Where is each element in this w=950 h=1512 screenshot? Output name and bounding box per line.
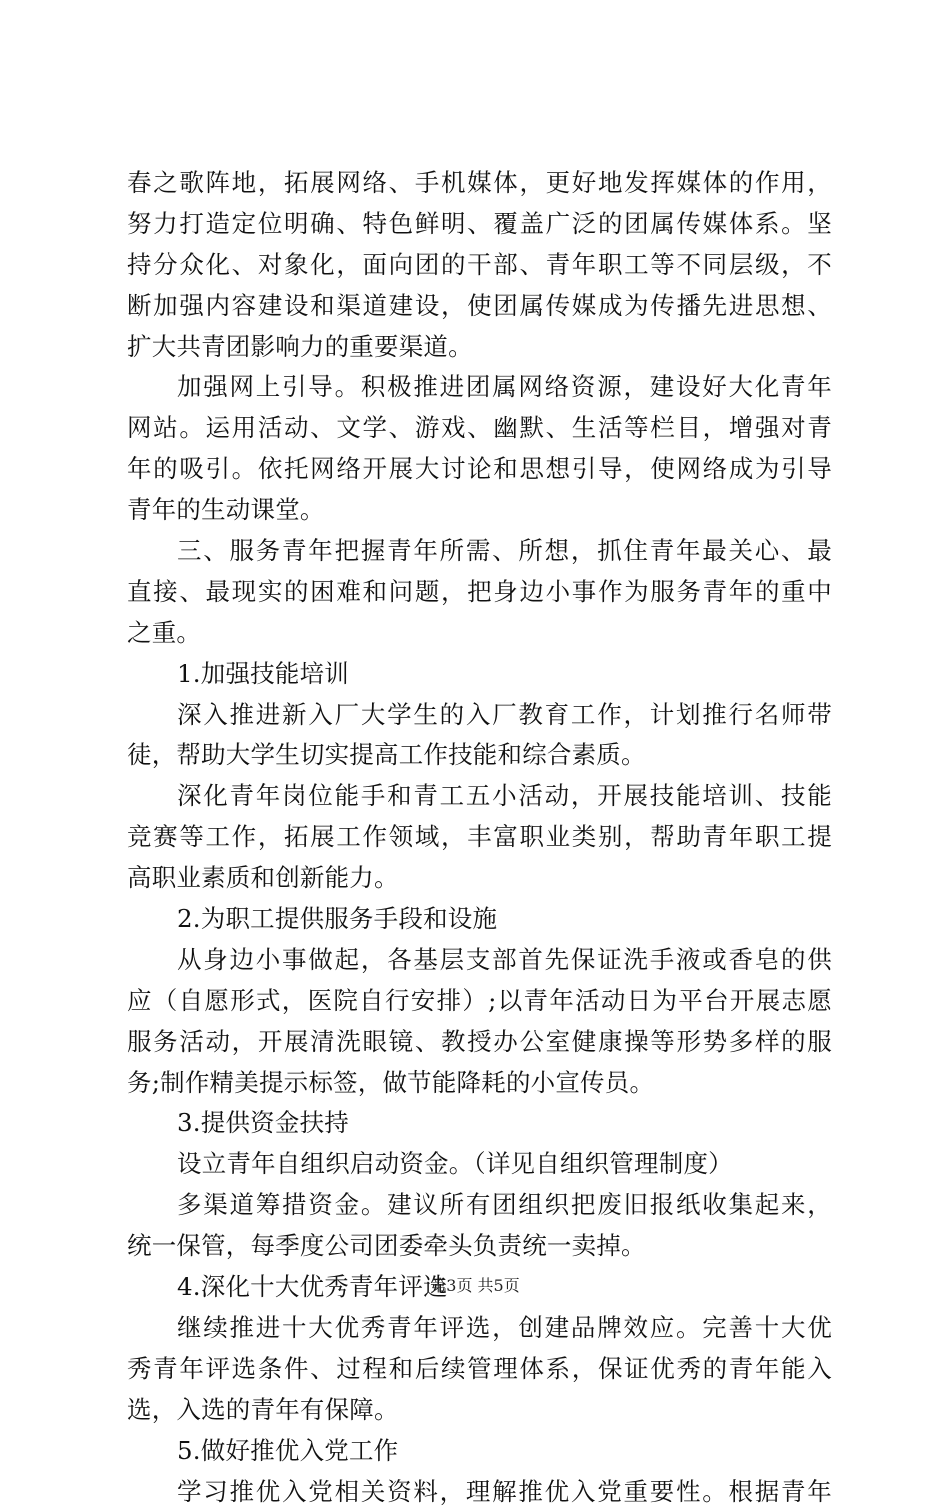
- text-line: 三、服务青年把握青年所需、所想，抓住青年最关心、最: [127, 531, 832, 572]
- text-line: 青年的生动课堂。: [127, 490, 832, 531]
- text-line: 2.为职工提供服务手段和设施: [127, 899, 832, 940]
- text-line: 学习推优入党相关资料，理解推优入党重要性。根据青年: [127, 1472, 832, 1512]
- text-line: 徒，帮助大学生切实提高工作技能和综合素质。: [127, 735, 832, 776]
- text-line: 深入推进新入厂大学生的入厂教育工作，计划推行名师带: [127, 695, 832, 736]
- text-line: 深化青年岗位能手和青工五小活动，开展技能培训、技能: [127, 776, 832, 817]
- text-line: 年的吸引。依托网络开展大讨论和思想引导，使网络成为引导: [127, 449, 832, 490]
- text-line: 务;制作精美提示标签，做节能降耗的小宣传员。: [127, 1063, 832, 1104]
- text-line: 加强网上引导。积极推进团属网络资源，建设好大化青年: [127, 367, 832, 408]
- text-line: 直接、最现实的困难和问题，把身边小事作为服务青年的重中: [127, 572, 832, 613]
- text-line: 选，入选的青年有保障。: [127, 1390, 832, 1431]
- text-line: 高职业素质和创新能力。: [127, 858, 832, 899]
- text-line: 4.深化十大优秀青年评选: [127, 1267, 832, 1308]
- text-line: 之重。: [127, 613, 832, 654]
- text-line: 应（自愿形式，医院自行安排）;以青年活动日为平台开展志愿: [127, 981, 832, 1022]
- text-line: 统一保管，每季度公司团委牵头负责统一卖掉。: [127, 1226, 832, 1267]
- text-line: 秀青年评选条件、过程和后续管理体系，保证优秀的青年能入: [127, 1349, 832, 1390]
- text-line: 多渠道筹措资金。建议所有团组织把废旧报纸收集起来，: [127, 1185, 832, 1226]
- text-line: 5.做好推优入党工作: [127, 1431, 832, 1472]
- text-line: 竞赛等工作，拓展工作领域，丰富职业类别，帮助青年职工提: [127, 817, 832, 858]
- text-line: 扩大共青团影响力的重要渠道。: [127, 327, 832, 368]
- document-body: [127, 163, 832, 1512]
- text-line: 春之歌阵地，拓展网络、手机媒体，更好地发挥媒体的作用，: [127, 163, 832, 204]
- text-line: 断加强内容建设和渠道建设，使团属传媒成为传播先进思想、: [127, 286, 832, 327]
- text-line: 网站。运用活动、文学、游戏、幽默、生活等栏目，增强对青: [127, 408, 832, 449]
- text-line: 3.提供资金扶持: [127, 1103, 832, 1144]
- page-footer: 第3页 共5页: [0, 1276, 950, 1296]
- text-line: 设立青年自组织启动资金。（详见自组织管理制度）: [127, 1144, 832, 1185]
- text-line: 持分众化、对象化，面向团的干部、青年职工等不同层级，不: [127, 245, 832, 286]
- text-line: 努力打造定位明确、特色鲜明、覆盖广泛的团属传媒体系。坚: [127, 204, 832, 245]
- text-line: 继续推进十大优秀青年评选，创建品牌效应。完善十大优: [127, 1308, 832, 1349]
- text-line: 1.加强技能培训: [127, 654, 832, 695]
- text-line: 从身边小事做起，各基层支部首先保证洗手液或香皂的供: [127, 940, 832, 981]
- text-line: 服务活动，开展清洗眼镜、教授办公室健康操等形势多样的服: [127, 1022, 832, 1063]
